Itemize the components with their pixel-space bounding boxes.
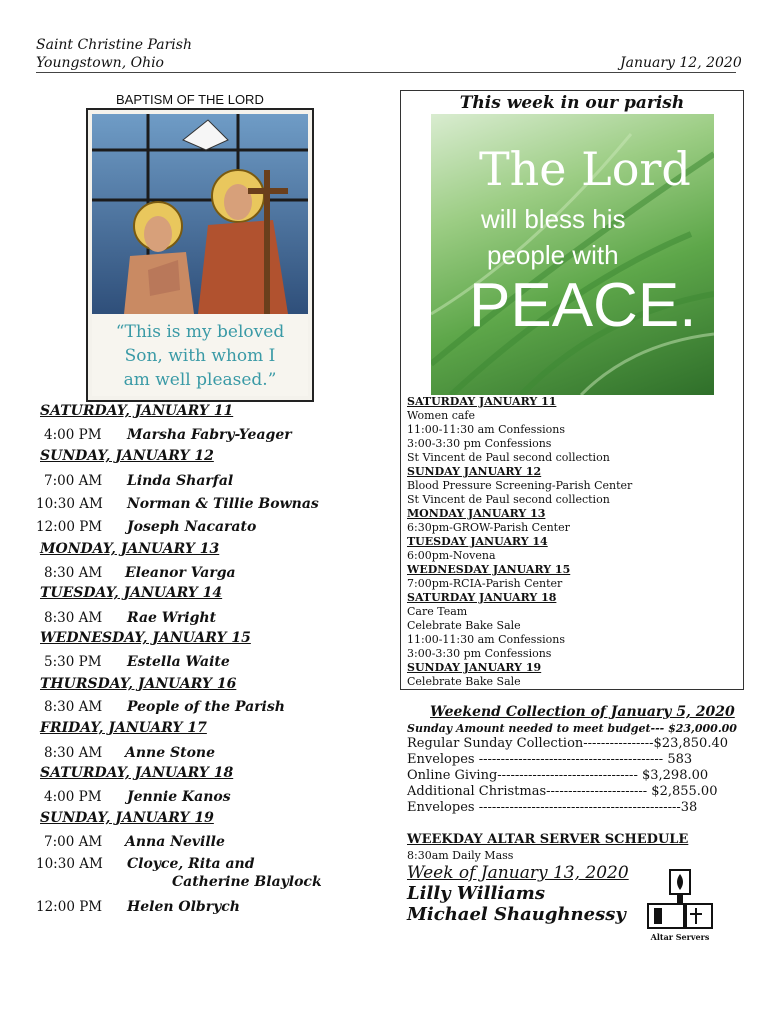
banner-line-4: PEACE. (469, 271, 697, 340)
header-rule (36, 72, 736, 73)
events-list (407, 395, 737, 689)
mass-intention: Marsha Fabry-Yeager (127, 427, 292, 443)
altar-servers-logo (640, 868, 720, 946)
candle-altar-icon (640, 868, 720, 934)
event-day-heading: SUNDAY JANUARY 12 (407, 465, 542, 478)
event-item: St Vincent de Paul second collection (407, 451, 610, 464)
day-heading: FRIDAY, JANUARY 17 (40, 720, 207, 736)
event-item: 11:00-11:30 am Confessions (407, 633, 565, 646)
event-item: St Vincent de Paul second collection (407, 493, 610, 506)
mass-time: 8:30 AM (44, 565, 103, 581)
collection-line: Regular Sunday Collection----------------$23,850.40 (407, 736, 728, 751)
collection-budget: Sunday Amount needed to meet budget--- $23,000.00 (407, 722, 737, 735)
collection-line: Online Giving-------------------------------- $3,298.00 (407, 768, 709, 783)
mass-time: 10:30 AM (36, 496, 103, 512)
mass-time: 4:00 PM (44, 427, 102, 443)
mass-time: 8:30 AM (44, 745, 103, 761)
day-heading: TUESDAY, JANUARY 14 (40, 585, 223, 601)
altar-logo-caption: Altar Servers (650, 932, 710, 942)
mass-intention: Cloyce, Rita and (127, 856, 255, 872)
event-day-heading: TUESDAY JANUARY 14 (407, 535, 548, 548)
mass-intention: Helen Olbrych (127, 899, 240, 915)
event-item: 11:00-11:30 am Confessions (407, 423, 565, 436)
mass-intention: Catherine Blaylock (172, 874, 322, 890)
mass-time: 8:30 AM (44, 610, 103, 626)
mass-intention: Jennie Kanos (127, 789, 231, 805)
peace-banner (431, 114, 714, 395)
mass-intention: Eleanor Varga (125, 565, 236, 581)
collection-line: Envelopes ------------------------------------------ 583 (407, 752, 693, 767)
mass-time: 12:00 PM (36, 899, 103, 915)
event-item: 3:00-3:30 pm Confessions (407, 647, 552, 660)
altar-schedule-title: WEEKDAY ALTAR SERVER SCHEDULE (407, 832, 689, 847)
mass-time: 7:00 AM (44, 834, 103, 850)
altar-server-name: Lilly Williams (407, 883, 545, 904)
event-item: 6:00pm-Novena (407, 549, 496, 562)
mass-intention: Joseph Nacarato (127, 519, 257, 535)
mass-intention: Estella Waite (127, 654, 230, 670)
parish-city: Youngstown, Ohio (36, 55, 164, 71)
mass-intention: People of the Parish (127, 699, 285, 715)
event-item: Women cafe (407, 409, 476, 422)
event-day-heading: MONDAY JANUARY 13 (407, 507, 546, 520)
mass-time: 4:00 PM (44, 789, 102, 805)
event-item: Blood Pressure Screening-Parish Center (407, 479, 633, 492)
quote-line-1: “This is my beloved (115, 322, 285, 342)
mass-intention: Anne Stone (125, 745, 216, 761)
event-day-heading: SATURDAY JANUARY 11 (407, 395, 557, 408)
this-week-title: This week in our parish (459, 93, 685, 113)
event-item: 3:00-3:30 pm Confessions (407, 437, 552, 450)
mass-time: 5:30 PM (44, 654, 102, 670)
collection-line: Additional Christmas----------------------- $2,855.00 (407, 784, 718, 799)
event-item: Care Team (407, 605, 468, 618)
mass-intention: Rae Wright (127, 610, 217, 626)
day-heading: WEDNESDAY, JANUARY 15 (40, 630, 251, 646)
banner-line-1: The Lord (479, 142, 691, 196)
event-item: 6:30pm-GROW-Parish Center (407, 521, 570, 534)
mass-intention: Anna Neville (125, 834, 225, 850)
altar-week: Week of January 13, 2020 (407, 863, 629, 883)
this-week-box (400, 90, 744, 690)
event-item: Celebrate Bake Sale (407, 675, 521, 688)
day-heading: SUNDAY, JANUARY 12 (40, 448, 214, 464)
altar-schedule-sub: 8:30am Daily Mass (407, 849, 514, 862)
mass-time: 8:30 AM (44, 699, 103, 715)
day-heading: MONDAY, JANUARY 13 (40, 541, 220, 557)
banner-line-3: people with (487, 240, 619, 270)
baptism-image (86, 108, 314, 402)
collection-title: Weekend Collection of January 5, 2020 (430, 704, 735, 720)
quote-line-2: Son, with whom I (124, 346, 276, 366)
mass-time: 7:00 AM (44, 473, 103, 489)
event-day-heading: SATURDAY JANUARY 18 (407, 591, 557, 604)
bulletin-date: January 12, 2020 (620, 55, 742, 71)
altar-server-name: Michael Shaughnessy (407, 904, 626, 925)
parish-name: Saint Christine Parish (36, 37, 192, 53)
day-heading: THURSDAY, JANUARY 16 (40, 676, 237, 692)
event-day-heading: WEDNESDAY JANUARY 15 (407, 563, 571, 576)
quote-line-3: am well pleased.” (123, 370, 277, 390)
collection-line: Envelopes ----------------------------------------------38 (407, 800, 698, 815)
event-item: 7:00pm-RCIA-Parish Center (407, 577, 563, 590)
day-heading: SATURDAY, JANUARY 18 (40, 765, 234, 781)
day-heading: SATURDAY, JANUARY 11 (40, 403, 234, 419)
banner-line-2: will bless his (481, 204, 626, 234)
mass-time: 10:30 AM (36, 856, 103, 872)
event-item: Celebrate Bake Sale (407, 619, 521, 632)
mass-intention: Norman & Tillie Bownas (127, 496, 319, 512)
event-day-heading: SUNDAY JANUARY 19 (407, 661, 542, 674)
day-heading: SUNDAY, JANUARY 19 (40, 810, 214, 826)
mass-intention: Linda Sharfal (127, 473, 234, 489)
mass-time: 12:00 PM (36, 519, 103, 535)
feast-title: BAPTISM OF THE LORD (116, 92, 264, 107)
